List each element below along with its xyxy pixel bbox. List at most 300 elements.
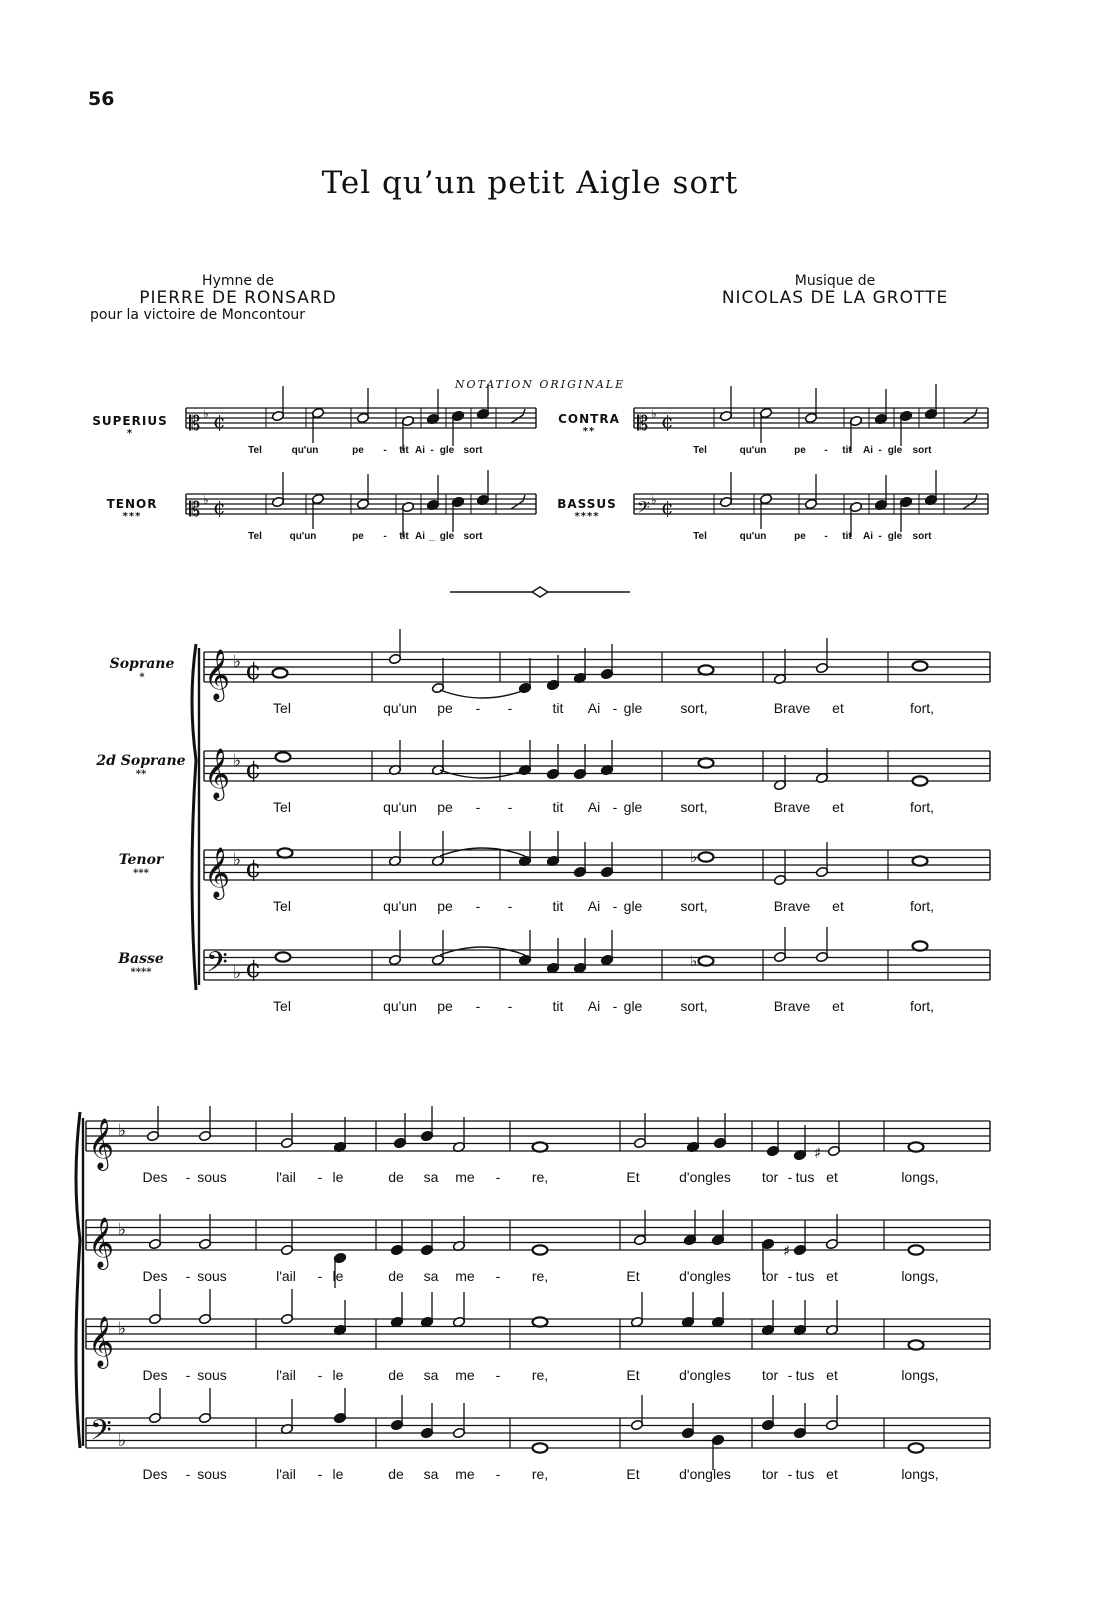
quarter-note xyxy=(681,1403,694,1439)
lyric-syllable: sous xyxy=(197,1169,227,1185)
lyric-syllable: Brave xyxy=(773,898,811,914)
lyric-syllable: fort, xyxy=(909,998,935,1014)
lyric-syllable: - xyxy=(185,1169,191,1185)
lyric-syllable: Des xyxy=(142,1268,168,1284)
sharp-icon: ♯ xyxy=(814,1144,822,1162)
lyric-syllable: tor xyxy=(761,1367,779,1383)
quarter-note xyxy=(573,744,586,780)
lyric-syllable: me xyxy=(455,1466,475,1482)
composer-line1: Musique de xyxy=(794,273,876,289)
half-note xyxy=(825,1300,838,1336)
cut-time-icon: ¢ xyxy=(661,409,674,433)
lyric-syllable: Tel xyxy=(273,799,291,815)
original-lyric: tit xyxy=(399,531,409,542)
part-stars: **** xyxy=(130,967,152,978)
flat-icon: ♭ xyxy=(233,652,242,672)
composer-name: NICOLAS DE LA GROTTE xyxy=(721,288,949,308)
original-lyric: pe xyxy=(352,531,364,542)
modern-staff xyxy=(204,751,990,781)
lyric-syllable: qu'un xyxy=(383,799,417,815)
lyric-syllable: fort, xyxy=(909,700,935,716)
cut-time-icon: ¢ xyxy=(245,854,262,884)
lyric-syllable: Des xyxy=(142,1367,168,1383)
original-lyric: pe xyxy=(794,531,806,542)
quarter-note xyxy=(600,644,613,680)
original-lyric: Tel xyxy=(693,531,707,542)
lyric-syllable: - xyxy=(495,1268,501,1284)
half-note xyxy=(431,831,444,867)
quarter-note xyxy=(420,1292,433,1328)
quarter-note xyxy=(600,842,613,878)
half-note xyxy=(148,1214,161,1250)
original-lyric: qu'un xyxy=(739,531,767,542)
half-note xyxy=(146,1106,159,1142)
quarter-note xyxy=(793,1300,806,1336)
half-note xyxy=(388,740,401,776)
original-lyric: Ai xyxy=(415,445,425,456)
lyric-syllable: Ai xyxy=(587,998,601,1014)
quarter-note xyxy=(333,1300,346,1336)
quarter-note xyxy=(518,658,531,694)
tie-curve xyxy=(440,848,525,856)
whole-note xyxy=(913,941,928,950)
quarter-note xyxy=(518,930,531,966)
whole-note xyxy=(699,758,714,767)
original-note xyxy=(356,474,369,510)
notation-label: NOTATION ORIGINALE xyxy=(454,378,626,391)
original-note xyxy=(759,407,772,443)
half-note xyxy=(198,1214,211,1250)
lyric-syllable: pe xyxy=(437,898,453,914)
lyric-syllable: de xyxy=(388,1169,404,1185)
sharp-icon: ♯ xyxy=(783,1242,791,1260)
original-lyric: Tel xyxy=(248,445,262,456)
original-lyric: - xyxy=(824,445,828,456)
part-name-text: 2d Soprane xyxy=(96,753,186,769)
lyric-syllable: le xyxy=(332,1268,344,1284)
lyric-syllable: - xyxy=(185,1367,191,1383)
lyric-syllable: - xyxy=(787,1169,793,1185)
lyric-syllable: et xyxy=(826,1466,838,1482)
page-number: 56 xyxy=(88,88,115,110)
original-lyric: qu'un xyxy=(289,531,317,542)
treble-clef-icon: 𝄞 xyxy=(88,1118,115,1169)
whole-note xyxy=(913,776,928,785)
lyric-syllable: - xyxy=(507,898,513,914)
c-clef-icon: 𝄢 xyxy=(637,497,650,521)
voice-stars: **** xyxy=(574,511,600,522)
quarter-note xyxy=(713,1113,726,1149)
lyric-syllable: me xyxy=(455,1367,475,1383)
whole-note xyxy=(699,852,714,861)
lyric-syllable: - xyxy=(495,1169,501,1185)
lyric-syllable: - xyxy=(787,1268,793,1284)
lyric-syllable: Ai xyxy=(587,700,601,716)
lyric-syllable: qu'un xyxy=(383,998,417,1014)
lyric-syllable: tit xyxy=(552,799,564,815)
tie-curve xyxy=(440,690,525,698)
lyric-syllable: tor xyxy=(761,1268,779,1284)
half-note xyxy=(198,1289,211,1325)
lyric-syllable: tus xyxy=(795,1268,815,1284)
quarter-note xyxy=(600,740,613,776)
original-note xyxy=(759,493,772,529)
quarter-note xyxy=(761,1300,774,1336)
whole-note xyxy=(699,956,714,965)
half-note xyxy=(452,1117,465,1153)
lyric-syllable: - xyxy=(475,700,481,716)
half-note xyxy=(280,1113,293,1149)
half-note xyxy=(452,1292,465,1328)
cut-time-icon: ¢ xyxy=(245,954,262,984)
original-note xyxy=(271,386,284,422)
original-note xyxy=(311,407,324,443)
lyric-syllable: - xyxy=(612,898,618,914)
lyric-syllable: Et xyxy=(626,1169,640,1185)
original-lyric: tit xyxy=(842,531,852,542)
lyric-syllable: sa xyxy=(423,1367,439,1383)
lyric-syllable: - xyxy=(317,1466,323,1482)
lyric-syllable: longs, xyxy=(901,1268,939,1284)
lyric-syllable: me xyxy=(455,1268,475,1284)
lyric-syllable: sa xyxy=(423,1268,439,1284)
lyric-syllable: tus xyxy=(795,1367,815,1383)
lyric-syllable: qu'un xyxy=(383,898,417,914)
lyric-syllable: Brave xyxy=(773,700,811,716)
whole-note xyxy=(278,848,293,857)
voice-stars: ** xyxy=(582,426,596,437)
original-note xyxy=(924,384,937,420)
voice-stars: *** xyxy=(122,511,142,522)
original-note xyxy=(924,470,937,506)
original-note xyxy=(804,474,817,510)
whole-note xyxy=(913,856,928,865)
lyric-syllable: et xyxy=(826,1367,838,1383)
lyric-syllable: Et xyxy=(626,1268,640,1284)
original-lyric: sort xyxy=(463,531,483,542)
original-note xyxy=(874,475,887,511)
half-note xyxy=(388,930,401,966)
part-name-text: Soprane xyxy=(109,656,175,672)
half-note xyxy=(825,1395,838,1431)
modern-staff xyxy=(204,652,990,682)
lyric-syllable: sort, xyxy=(680,998,708,1014)
part-stars: * xyxy=(139,672,145,683)
poet-line1: Hymne de xyxy=(202,273,274,289)
cut-time-icon: ¢ xyxy=(661,495,674,519)
quarter-note xyxy=(546,938,559,974)
lyric-syllable: sort, xyxy=(680,898,708,914)
lyric-syllable: de xyxy=(388,1268,404,1284)
lyric-syllable: longs, xyxy=(901,1367,939,1383)
half-note xyxy=(815,927,828,963)
lyric-syllable: le xyxy=(332,1466,344,1482)
voice-name-text: BASSUS xyxy=(557,497,617,511)
part-name-text: Tenor xyxy=(118,852,164,868)
original-note xyxy=(476,384,489,420)
custos-icon xyxy=(963,495,977,509)
original-lyric: Tel xyxy=(693,445,707,456)
flat-icon: ♭ xyxy=(690,952,698,970)
lyric-syllable: - xyxy=(185,1268,191,1284)
treble-clef-icon: 𝄞 xyxy=(204,748,231,799)
lyric-syllable: sort, xyxy=(680,700,708,716)
lyric-syllable: qu'un xyxy=(383,700,417,716)
lyric-syllable: de xyxy=(388,1466,404,1482)
lyric-syllable: sous xyxy=(197,1367,227,1383)
lyric-syllable: Ai xyxy=(587,799,601,815)
half-note xyxy=(388,629,401,665)
half-note xyxy=(452,1403,465,1439)
c-clef-icon: 𝄡 xyxy=(189,411,201,435)
whole-note xyxy=(533,1245,548,1254)
half-note xyxy=(630,1395,643,1431)
modern-staff xyxy=(204,850,990,880)
original-lyric: - xyxy=(878,531,882,542)
part-stars: ** xyxy=(135,769,147,780)
c-clef-icon: 𝄡 xyxy=(637,411,649,435)
lyric-syllable: tit xyxy=(552,998,564,1014)
whole-note xyxy=(909,1443,924,1452)
half-note xyxy=(773,850,786,886)
quarter-note xyxy=(573,938,586,974)
original-lyric: sort xyxy=(912,531,932,542)
half-note xyxy=(630,1292,643,1328)
half-note xyxy=(148,1388,161,1424)
voice-name-text: TENOR xyxy=(106,497,158,511)
flat-icon: ♭ xyxy=(690,848,698,866)
lyric-syllable: et xyxy=(832,799,844,815)
quarter-note xyxy=(711,1434,724,1470)
original-lyric: _ xyxy=(429,531,435,542)
lyric-syllable: - xyxy=(495,1367,501,1383)
flat-icon: ♭ xyxy=(203,407,209,421)
quarter-note xyxy=(600,930,613,966)
custos-icon xyxy=(511,409,525,423)
lyric-syllable: Ai xyxy=(587,898,601,914)
original-note xyxy=(356,388,369,424)
lyric-syllable: le xyxy=(332,1169,344,1185)
quarter-note xyxy=(420,1403,433,1439)
part-stars: *** xyxy=(133,868,149,879)
quarter-note xyxy=(686,1117,699,1153)
lyric-syllable: et xyxy=(832,898,844,914)
original-lyric: gle xyxy=(439,445,455,456)
quarter-note xyxy=(793,1403,806,1439)
quarter-note xyxy=(420,1106,433,1142)
lyric-syllable: d'ongles xyxy=(679,1169,731,1185)
original-lyric: pe xyxy=(794,445,806,456)
lyric-syllable: - xyxy=(185,1466,191,1482)
lyric-syllable: - xyxy=(507,998,513,1014)
original-lyric: gle xyxy=(439,531,455,542)
lyric-syllable: - xyxy=(612,799,618,815)
lyric-syllable: Et xyxy=(626,1466,640,1482)
voice-name-text: SUPERIUS xyxy=(92,414,168,428)
original-lyric: pe xyxy=(352,445,364,456)
bass-clef-icon: 𝄢 xyxy=(206,946,228,986)
lyric-syllable: l'ail xyxy=(276,1367,296,1383)
lyric-syllable: Tel xyxy=(273,700,291,716)
lyric-syllable: d'ongles xyxy=(679,1466,731,1482)
poet-name: PIERRE DE RONSARD xyxy=(139,288,337,308)
original-lyric: tit xyxy=(399,445,409,456)
voice-name-text: CONTRA xyxy=(558,412,620,426)
flat-icon: ♭ xyxy=(233,850,242,870)
lyric-syllable: longs, xyxy=(901,1466,939,1482)
lyric-syllable: et xyxy=(832,998,844,1014)
lyric-syllable: gle xyxy=(623,898,643,914)
custos-icon xyxy=(511,495,525,509)
lyric-syllable: re, xyxy=(531,1367,549,1383)
flat-icon: ♭ xyxy=(118,1220,127,1240)
quarter-note xyxy=(711,1292,724,1328)
half-note xyxy=(198,1106,211,1142)
quarter-note xyxy=(390,1220,403,1256)
lyric-syllable: - xyxy=(317,1169,323,1185)
original-note xyxy=(874,389,887,425)
tie-curve xyxy=(440,947,525,955)
half-note xyxy=(773,927,786,963)
lyric-syllable: - xyxy=(317,1367,323,1383)
lyric-syllable: - xyxy=(787,1367,793,1383)
half-note xyxy=(452,1216,465,1252)
lyric-syllable: - xyxy=(612,700,618,716)
original-lyric: Ai xyxy=(863,445,873,456)
quarter-note xyxy=(681,1292,694,1328)
original-lyric: - xyxy=(878,445,882,456)
lyric-syllable: le xyxy=(332,1367,344,1383)
voice-stars: * xyxy=(126,428,134,439)
original-note xyxy=(476,470,489,506)
half-note xyxy=(280,1220,293,1256)
lyric-syllable: - xyxy=(475,998,481,1014)
lyric-syllable: d'ongles xyxy=(679,1268,731,1284)
lyric-syllable: de xyxy=(388,1367,404,1383)
half-note xyxy=(198,1388,211,1424)
half-note xyxy=(633,1113,646,1149)
page-title: Tel qu’un petit Aigle sort xyxy=(321,165,739,201)
original-lyric: qu'un xyxy=(291,445,319,456)
original-lyric: Tel xyxy=(248,531,262,542)
lyric-syllable: Brave xyxy=(773,998,811,1014)
quarter-note xyxy=(390,1395,403,1431)
quarter-note xyxy=(766,1121,779,1157)
lyric-syllable: tus xyxy=(795,1169,815,1185)
quarter-note xyxy=(390,1292,403,1328)
quarter-note xyxy=(761,1395,774,1431)
lyric-syllable: - xyxy=(507,799,513,815)
lyric-syllable: Des xyxy=(142,1466,168,1482)
lyric-syllable: - xyxy=(475,898,481,914)
lyric-syllable: gle xyxy=(623,700,643,716)
original-lyric: - xyxy=(824,531,828,542)
lyric-syllable: pe xyxy=(437,998,453,1014)
lyric-syllable: pe xyxy=(437,700,453,716)
lyric-syllable: et xyxy=(826,1169,838,1185)
cut-time-icon: ¢ xyxy=(213,409,226,433)
lyric-syllable: Tel xyxy=(273,998,291,1014)
treble-clef-icon: 𝄞 xyxy=(88,1316,115,1367)
quarter-note xyxy=(573,842,586,878)
flat-icon: ♭ xyxy=(651,493,657,507)
lyric-syllable: tit xyxy=(552,898,564,914)
quarter-note xyxy=(333,1117,346,1153)
lyric-syllable: - xyxy=(475,799,481,815)
whole-note xyxy=(276,952,291,961)
quarter-note xyxy=(420,1220,433,1256)
whole-note xyxy=(699,665,714,674)
lyric-syllable: - xyxy=(507,700,513,716)
treble-clef-icon: 𝄞 xyxy=(204,847,231,898)
lyric-syllable: fort, xyxy=(909,799,935,815)
half-note xyxy=(431,658,444,694)
quarter-note xyxy=(393,1113,406,1149)
cut-time-icon: ¢ xyxy=(245,656,262,686)
cut-time-icon: ¢ xyxy=(213,495,226,519)
quarter-note xyxy=(518,831,531,867)
flat-icon: ♭ xyxy=(203,493,209,507)
divider-diamond-icon xyxy=(532,587,548,597)
original-lyric: Ai xyxy=(863,531,873,542)
original-lyric: gle xyxy=(887,445,903,456)
flat-icon: ♭ xyxy=(118,1431,127,1451)
original-lyric: sort xyxy=(912,445,932,456)
original-lyric: tit xyxy=(842,445,852,456)
flat-icon: ♭ xyxy=(233,963,242,983)
lyric-syllable: - xyxy=(787,1466,793,1482)
flat-icon: ♭ xyxy=(651,407,657,421)
original-note xyxy=(426,389,439,425)
flat-icon: ♭ xyxy=(118,1121,127,1141)
cut-time-icon: ¢ xyxy=(245,755,262,785)
original-note xyxy=(804,388,817,424)
lyric-syllable: et xyxy=(832,700,844,716)
half-note xyxy=(815,842,828,878)
original-note xyxy=(719,472,732,508)
c-clef-icon: 𝄡 xyxy=(189,497,201,521)
original-note xyxy=(719,386,732,422)
treble-clef-icon: 𝄞 xyxy=(204,649,231,700)
original-lyric: gle xyxy=(887,531,903,542)
original-note xyxy=(271,472,284,508)
flat-icon: ♭ xyxy=(118,1319,127,1339)
original-note xyxy=(311,493,324,529)
lyric-syllable: gle xyxy=(623,799,643,815)
original-note xyxy=(426,475,439,511)
system-bracket xyxy=(76,1112,80,1448)
lyric-syllable: - xyxy=(317,1268,323,1284)
lyric-syllable: Brave xyxy=(773,799,811,815)
quarter-note xyxy=(793,1220,806,1256)
whole-note xyxy=(533,1142,548,1151)
quarter-note xyxy=(333,1388,346,1424)
whole-note xyxy=(533,1317,548,1326)
lyric-syllable: re, xyxy=(531,1268,549,1284)
half-note xyxy=(280,1399,293,1435)
half-note xyxy=(280,1289,293,1325)
quarter-note xyxy=(793,1125,806,1161)
original-lyric: - xyxy=(383,531,387,542)
lyric-syllable: - xyxy=(612,998,618,1014)
lyric-syllable: re, xyxy=(531,1169,549,1185)
lyric-syllable: sous xyxy=(197,1466,227,1482)
lyric-syllable: sous xyxy=(197,1268,227,1284)
half-note xyxy=(815,638,828,674)
lyric-syllable: longs, xyxy=(901,1169,939,1185)
whole-note xyxy=(909,1245,924,1254)
quarter-note xyxy=(546,831,559,867)
